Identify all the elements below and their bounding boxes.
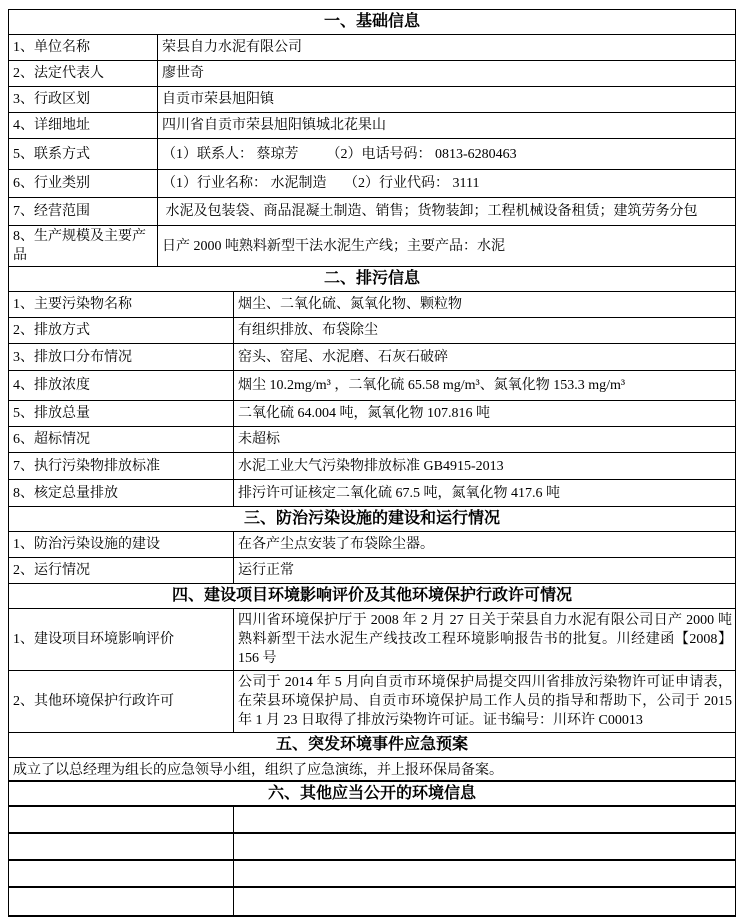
row-label: 4、排放浓度 [9, 371, 234, 400]
table-row [9, 609, 735, 671]
row-label: 1、防治污染设施的建设 [9, 532, 234, 557]
row-label: 1、主要污染物名称 [9, 292, 234, 317]
table-row [9, 532, 735, 558]
table-row [9, 671, 735, 733]
row-label: 2、其他环境保护行政许可 [9, 671, 234, 732]
table-row [9, 401, 735, 427]
row-value: 公司于 2014 年 5 月向自贡市环境保护局提交四川省排放污染物许可证申请表，在荣县环境保护局、自贡市环境保护局工作人员的指导和帮助下，公司于 2015 年 1 月 23 日取得了排放污染物许可证。证书编号：川环许 C00013 [238, 675, 736, 728]
empty-cell [9, 861, 234, 886]
section-title: 二、排污信息 [323, 270, 420, 287]
empty-cell [9, 807, 234, 832]
row-label: 1、建设项目环境影响评价 [9, 609, 234, 670]
row-label: 8、核定总量排放 [9, 480, 234, 506]
table-row [9, 318, 735, 344]
row-label: 3、行政区划 [9, 87, 158, 112]
row-label: 2、法定代表人 [9, 61, 158, 86]
empty-cell [9, 888, 234, 915]
table-row [9, 35, 735, 61]
row-value: 日产 2000 吨熟料新型干法水泥生产线；主要产品：水泥 [162, 238, 505, 254]
row-label: 7、执行污染物排放标准 [9, 453, 234, 479]
section-header-discharge-info [9, 267, 735, 292]
empty-table-row [9, 888, 735, 915]
table-row [9, 344, 735, 371]
table-row [9, 427, 735, 453]
empty-table-row [9, 861, 735, 888]
row-label: 8、生产规模及主要产品 [9, 226, 158, 266]
row-label: 1、单位名称 [9, 35, 158, 60]
table-row [9, 558, 735, 584]
row-value: 排污许可证核定二氧化硫 67.5 吨，氮氧化物 417.6 吨 [238, 485, 560, 501]
section-header-pollution-control [9, 507, 735, 532]
row-label: 6、超标情况 [9, 427, 234, 452]
empty-table-row [9, 807, 735, 834]
table-row [9, 198, 735, 226]
table-row [9, 480, 735, 507]
row-label: 3、排放口分布情况 [9, 344, 234, 370]
table-row [9, 61, 735, 87]
row-label: 5、联系方式 [9, 139, 158, 169]
table-row [9, 371, 735, 401]
section-title: 三、防治污染设施的建设和运行情况 [243, 510, 500, 527]
table-row [9, 170, 735, 198]
row-label: 2、运行情况 [9, 558, 234, 583]
row-label: 2、排放方式 [9, 318, 234, 343]
row-value: 廖世奇 [162, 66, 204, 81]
empty-cell [234, 834, 735, 859]
row-value: 运行正常 [238, 563, 294, 578]
table-row [9, 87, 735, 113]
row-label: 5、排放总量 [9, 401, 234, 426]
row-label: 4、详细地址 [9, 113, 158, 138]
empty-cell [9, 834, 234, 859]
section-header-other-info [9, 782, 735, 807]
section-header-basic-info [9, 10, 735, 35]
section-title: 一、基础信息 [323, 13, 420, 30]
row-value: 未超标 [238, 432, 280, 447]
row-label: 6、行业类别 [9, 170, 158, 197]
disclosure-table [8, 9, 736, 917]
section-header-emergency-plan [9, 733, 735, 758]
table-row [9, 139, 735, 170]
row-value: （1）联系人： 蔡琼芳 （2）电话号码： 0813-6280463 [162, 146, 517, 162]
row-value: 烟尘、二氧化硫、氮氧化物、颗粒物 [238, 297, 462, 312]
section-title: 四、建设项目环境影响评价及其他环境保护行政许可情况 [171, 587, 572, 604]
row-value: 烟尘 10.2mg/m³ ，二氧化硫 65.58 mg/m³、氮氧化物 153.3 mg/m³ [238, 378, 626, 393]
row-value: 荣县自力水泥有限公司 [162, 40, 302, 55]
empty-table-row [9, 834, 735, 861]
row-value: 水泥工业大气污染物排放标准 GB4915-2013 [238, 458, 504, 474]
empty-cell [234, 807, 735, 832]
row-value: （1）行业名称： 水泥制造 （2）行业代码： 3111 [162, 176, 480, 191]
row-value: 有组织排放、布袋除尘 [238, 323, 378, 338]
row-label: 7、经营范围 [9, 198, 158, 225]
row-value: 水泥及包装袋、商品混凝土制造、销售；货物装卸；工程机械设备租赁；建筑劳务分包 [162, 204, 698, 219]
section-title: 五、突发环境事件应急预案 [275, 736, 468, 753]
row-value: 四川省环境保护厅于 2008 年 2 月 27 日关于荣县自力水泥有限公司日产 2000 吨熟料新型干法水泥生产线技改工程环境影响报告书的批复。川经建函【2008】156 号 [238, 613, 732, 666]
table-row [9, 292, 735, 318]
table-row [9, 113, 735, 139]
row-value: 在各产尘点安装了布袋除尘器。 [238, 537, 434, 552]
empty-cell [234, 861, 735, 886]
section-title: 六、其他应当公开的环境信息 [267, 784, 476, 802]
row-value: 二氧化硫 64.004 吨，氮氧化物 107.816 吨 [238, 406, 490, 421]
table-row [9, 453, 735, 480]
table-row [9, 226, 735, 267]
row-value: 四川省自贡市荣县旭阳镇城北花果山 [162, 118, 386, 133]
row-value: 自贡市荣县旭阳镇 [162, 92, 274, 107]
row-value: 窑头、窑尾、水泥磨、石灰石破碎 [238, 349, 448, 365]
emergency-plan-content: 成立了以总经理为组长的应急领导小组，组织了应急演练，并上报环保局备案。 [9, 758, 735, 782]
section-header-eia-permits [9, 584, 735, 609]
empty-cell [234, 888, 735, 915]
